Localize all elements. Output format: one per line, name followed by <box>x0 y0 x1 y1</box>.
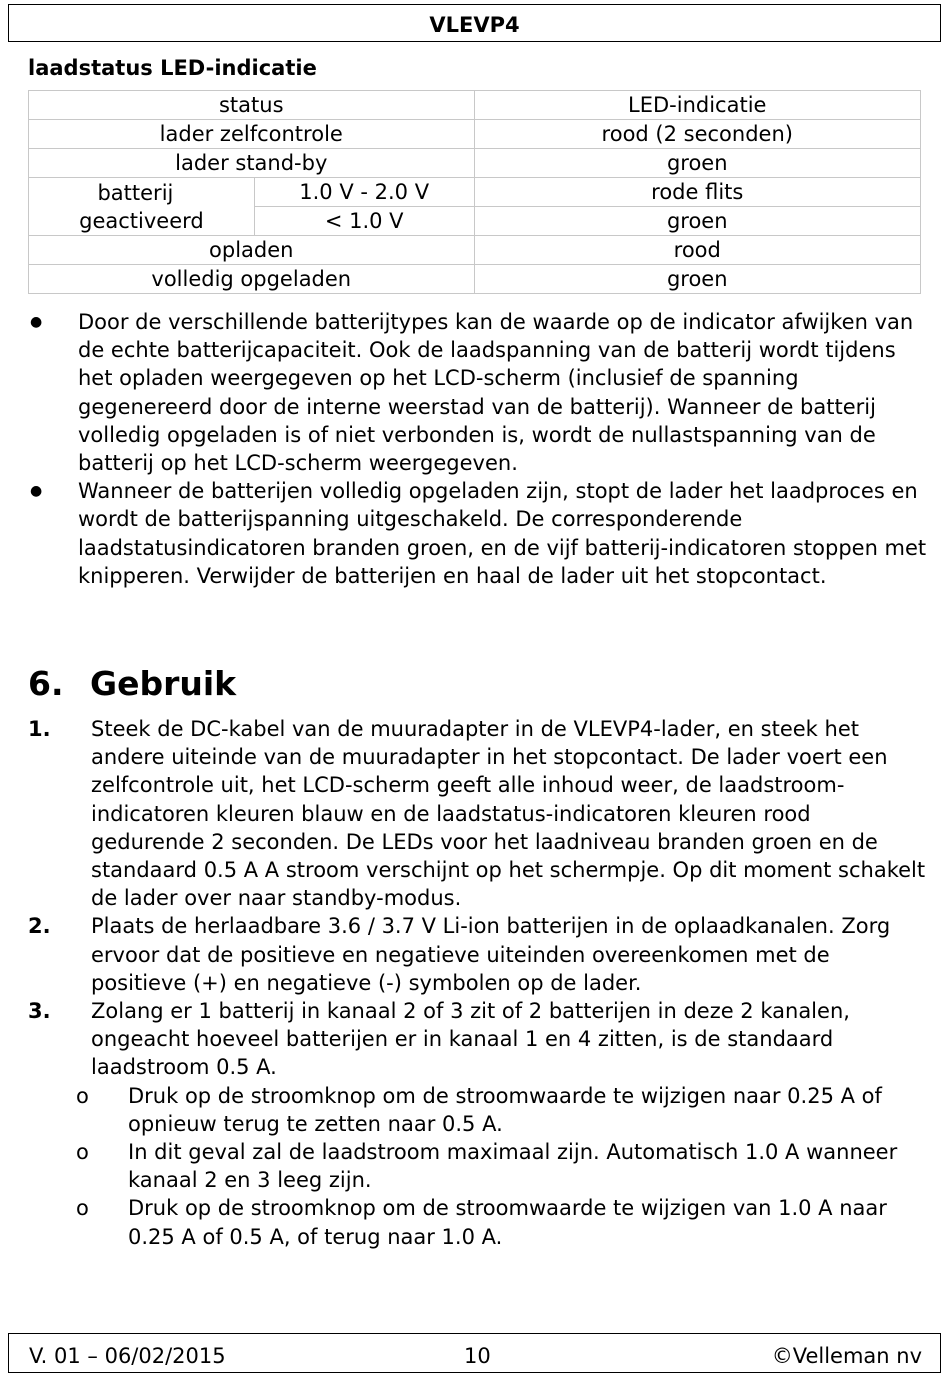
footer-copyright: ©Velleman nv <box>771 1344 922 1368</box>
list-item <box>28 1082 928 1138</box>
step-text: Plaats de herlaadbare 3.6 / 3.7 V Li-ion batterijen in de oplaadkanalen. Zorg ervoor dat de positieve en negatieve uiteinden overeenkomen met de positieve (+) en negatieve (-) symbolen op de lader. <box>91 914 891 995</box>
step-number: 2. <box>28 914 51 939</box>
table-cell: rood (2 seconden) <box>474 120 920 149</box>
header-cell-led: LED-indicatie <box>474 91 920 120</box>
sub-bullet-icon: o <box>76 1140 89 1165</box>
battery-activated-cell <box>29 178 255 236</box>
section-heading-gebruik <box>28 664 236 703</box>
table-cell: < 1.0 V <box>254 207 474 236</box>
battery-label-line-1: batterij <box>97 180 174 205</box>
sub-text: In dit geval zal de laadstroom maximaal zijn. Automatisch 1.0 A wanneer kanaal 2 en 3 leeg zijn. <box>128 1140 898 1193</box>
list-item <box>28 912 928 997</box>
table-row <box>29 149 921 178</box>
led-status-table <box>28 90 921 294</box>
bullet-text: Door de verschillende batterijtypes kan de waarde op de indicator afwijken van de echte batterijcapaciteit. Ook de laadspanning van de batterij wordt tijdens het opladen weergegeven op het LCD-scherm (inclusief de spanning gegenereerd door de interne weerstad van de batterij). Wanneer de batterij volledig opgeladen is of niet verbonden is, wordt de nullastspanning van de batterij op het LCD-scherm weergegeven. <box>78 310 914 476</box>
bullet-dot-icon: ● <box>30 483 43 500</box>
step-text: Steek de DC-kabel van de muuradapter in de VLEVP4-lader, en steek het andere uiteinde van de muuradapter in het stopcontact. De lader voert een zelfcontrole uit, het LCD-scherm geeft alle inhoud weer, de laadstroom-indicatoren kleuren blauw en de laadstatus-indicatoren kleuren rood gedurende 2 seconden. De LEDs voor het laadniveau branden groen en de standaard 0.5 A A stroom verschijnt op het schermpje. Op dit moment schakelt de lader over naar standby-modus. <box>91 717 926 911</box>
sub-bullet-icon: o <box>76 1196 89 1221</box>
bullet-dot-icon: ● <box>30 314 43 330</box>
page-footer <box>8 1333 941 1373</box>
page-header <box>8 4 941 42</box>
list-item <box>28 308 928 477</box>
step-text: Zolang er 1 batterij in kanaal 2 of 3 zit of 2 batterijen in deze 2 kanalen, ongeacht hoeveel batterijen er in kanaal 1 en 4 zitten, is de standaard laadstroom 0.5 A. <box>91 999 850 1080</box>
list-item <box>28 477 928 590</box>
list-item <box>28 715 928 912</box>
battery-label-line-2: geactiveerd <box>79 208 204 233</box>
table-row <box>29 91 921 120</box>
footer-version: V. 01 – 06/02/2015 <box>29 1344 226 1368</box>
list-item <box>28 1138 928 1194</box>
table-cell: 1.0 V - 2.0 V <box>254 178 474 207</box>
header-title: VLEVP4 <box>429 13 520 37</box>
footer-page-number: 10 <box>464 1344 491 1368</box>
step-number: 1. <box>28 717 51 741</box>
steps-list <box>28 715 928 1251</box>
table-cell: lader stand-by <box>29 149 475 178</box>
table-row <box>29 265 921 294</box>
table-row <box>29 236 921 265</box>
sub-list <box>28 1082 928 1251</box>
table-cell: groen <box>474 149 920 178</box>
table-cell: groen <box>474 207 920 236</box>
section-heading-text: Gebruik <box>90 664 237 703</box>
sub-text: Druk op de stroomknop om de stroomwaarde te wijzigen van 1.0 A naar 0.25 A of 0.5 A, of terug naar 1.0 A. <box>128 1196 887 1249</box>
bullet-list <box>28 308 928 590</box>
table-cell: volledig opgeladen <box>29 265 475 294</box>
table-cell: opladen <box>29 236 475 265</box>
table-cell: rood <box>474 236 920 265</box>
sub-text: Druk op de stroomknop om de stroomwaarde te wijzigen naar 0.25 A of opnieuw terug te zetten naar 0.5 A. <box>128 1083 882 1136</box>
section-title: laadstatus LED-indicatie <box>28 56 317 80</box>
header-cell-status: status <box>29 91 475 120</box>
table-row <box>29 120 921 149</box>
list-item <box>28 997 928 1082</box>
sub-bullet-icon: o <box>76 1083 89 1108</box>
table-row <box>29 178 921 207</box>
table-cell: rode flits <box>474 178 920 207</box>
table-cell: lader zelfcontrole <box>29 120 475 149</box>
bullet-text: Wanneer de batterijen volledig opgeladen zijn, stopt de lader het laadproces en wordt de batterijspanning uitgeschakeld. De corresponderende laadstatusindicatoren branden groen, en de vijf batterij-indicatoren stoppen met knipperen. Verwijder de batterijen en haal de lader uit het stopcontact. <box>78 479 927 588</box>
table-cell: groen <box>474 265 920 294</box>
list-item <box>28 1194 928 1250</box>
section-number: 6. <box>28 664 64 703</box>
step-number: 3. <box>28 999 51 1024</box>
